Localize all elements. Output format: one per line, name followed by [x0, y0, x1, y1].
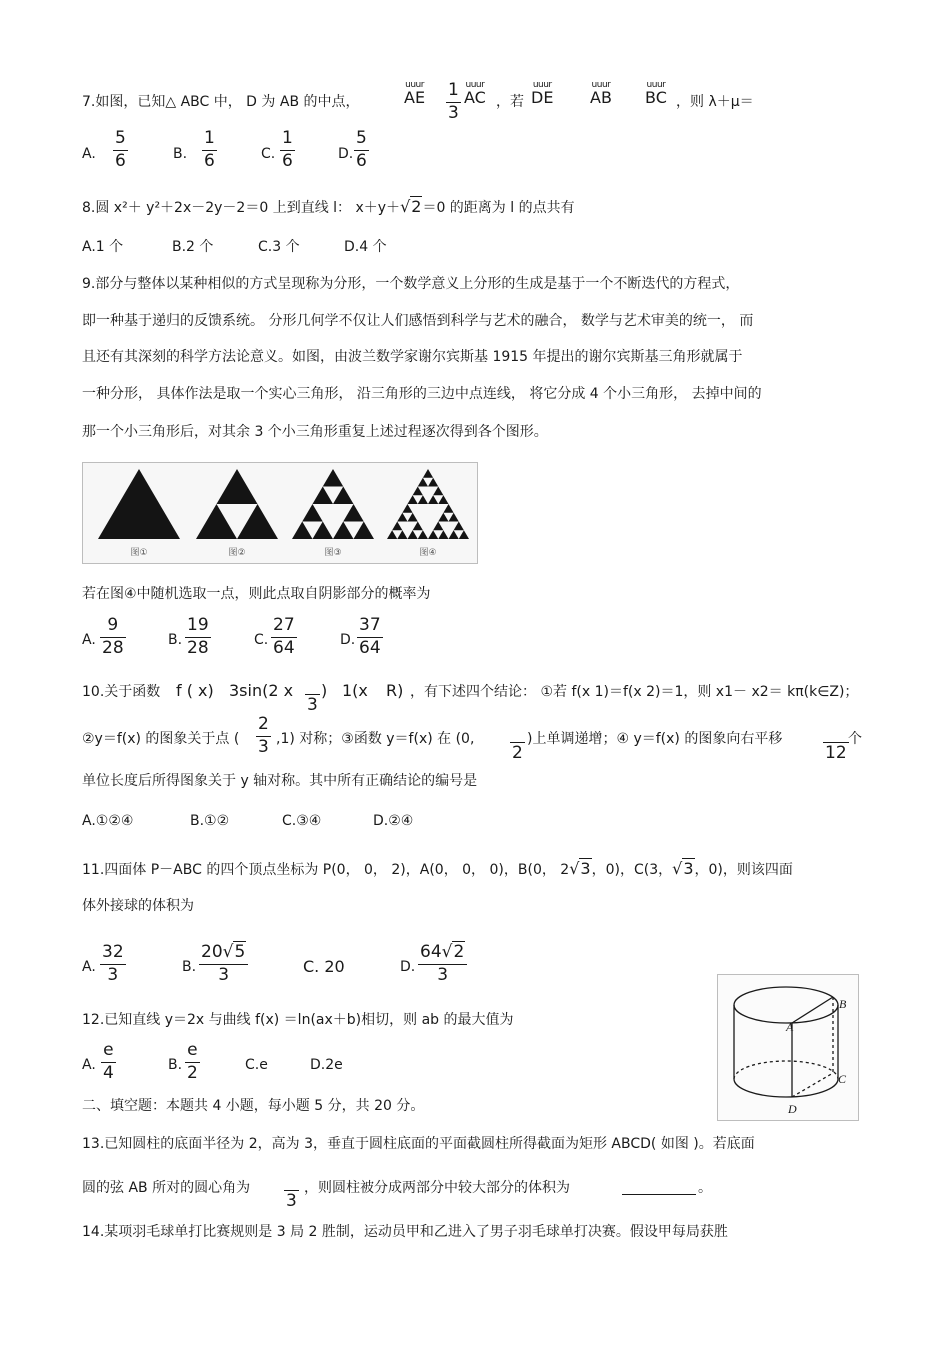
figure-label-1: 图①	[130, 548, 148, 558]
q11-option-d-label: D.	[400, 959, 416, 975]
point-c-label: C	[838, 1072, 847, 1086]
q11-sqrt-1: √3	[569, 859, 591, 878]
q12-option-a-label: A.	[82, 1057, 96, 1073]
q7-vector-ae: uuur AE	[404, 80, 426, 107]
q9-option-a-label: A.	[82, 632, 96, 648]
sierpinski-shaded-triangle	[98, 469, 180, 539]
q10-point-frac: 2 3	[258, 714, 269, 757]
sierpinski-shaded-triangle	[408, 495, 418, 504]
sierpinski-shaded-triangle	[428, 530, 438, 539]
q7-coefficient: 1 3	[448, 80, 459, 123]
sierpinski-shaded-triangle	[196, 504, 237, 539]
sierpinski-shaded-triangle	[292, 522, 313, 540]
q9-line-3: 且还有其深刻的科学方法论意义。如图，由波兰数学家谢尔宾斯基 1915 年提出的谢尔宾斯基三角形就属于	[82, 349, 743, 365]
q12-stem: 12.已知直线 y＝2x 与曲线 f(x) ＝ln(ax＋b)相切，则 ab 的最大值为	[82, 1012, 514, 1028]
q10-line2-b: ,1) 对称；③函数 y＝f(x) 在 (0,	[276, 731, 475, 747]
cylinder-diagram	[718, 975, 858, 1120]
cylinder-bottom-front-arc	[734, 1079, 838, 1097]
sierpinski-shaded-triangle	[418, 495, 428, 504]
q8-option-c: C.3 个	[258, 239, 300, 255]
q12-option-b-label: B.	[168, 1057, 183, 1073]
sierpinski-shaded-triangle	[313, 522, 334, 540]
q11-line2: 体外接球的体积为	[82, 898, 194, 914]
q9-line-4: 一种分形， 具体作法是取一个实心三角形， 沿三角形的三边中点连线， 将它分成 4 个小三角形， 去掉中间的	[82, 386, 762, 402]
q13-line2-a: 圆的弦 AB 所对的圆心角为	[82, 1180, 251, 1196]
sierpinski-shaded-triangle	[413, 487, 423, 496]
q7-tail: ，则 λ＋μ＝	[676, 94, 754, 110]
q10-stem-a: ，有下述四个结论： ①若 f(x 1)＝f(x 2)＝1，则 x1－ x2＝ kπ(k∈Z)；	[410, 684, 859, 700]
point-a-label: A	[786, 1020, 794, 1034]
q9-question: 若在图④中随机选取一点，则此点取自阴影部分的概率为	[82, 586, 431, 602]
sierpinski-shaded-triangle	[302, 504, 323, 522]
q12-option-c: C.e	[245, 1057, 268, 1073]
q7-vector-de: uuur DE	[531, 80, 554, 107]
q9-option-b-label: B.	[168, 632, 183, 648]
chord-dc	[792, 1073, 833, 1097]
sierpinski-shaded-triangle	[217, 469, 258, 504]
cylinder-top-ellipse	[734, 987, 838, 1023]
sierpinski-shaded-triangle	[418, 478, 428, 487]
q13-line1: 13.已知圆柱的底面半径为 2，高为 3，垂直于圆柱底面的平面截圆柱所得截面为矩形 ABCD( 如图 )。若底面	[82, 1136, 755, 1152]
sierpinski-shaded-triangle	[397, 530, 407, 539]
sierpinski-shaded-triangle	[438, 530, 448, 539]
sierpinski-shaded-triangle	[392, 522, 402, 531]
q8-option-d: D.4 个	[344, 239, 387, 255]
sierpinski-shaded-triangle	[418, 530, 428, 539]
sierpinski-shaded-triangle	[428, 478, 438, 487]
q9-option-c-value: 27 64	[273, 615, 295, 658]
q10-label: 10.关于函数	[82, 684, 161, 700]
q10-func-f: f ( x)	[176, 681, 214, 700]
sierpinski-shaded-triangle	[433, 522, 443, 531]
q11-option-a-value: 32 3	[102, 942, 124, 985]
sierpinski-shaded-triangle	[438, 495, 448, 504]
sierpinski-shaded-triangle	[433, 487, 443, 496]
q13-line2-b: ，则圆柱被分成两部分中较大部分的体积为	[304, 1180, 570, 1196]
sierpinski-shaded-triangle	[459, 530, 469, 539]
q7-stem: 7.如图，已知△ ABC 中， D 为 AB 的中点，	[82, 94, 360, 110]
q10-option-d: D.②④	[373, 813, 414, 829]
q10-func-sin: 3sin(2 x	[229, 681, 294, 700]
sierpinski-figure	[82, 462, 478, 564]
q12-option-a-value: e 4	[103, 1040, 114, 1083]
q12-option-b-value: e 2	[187, 1040, 198, 1083]
sierpinski-shaded-triangle	[237, 504, 278, 539]
q9-option-b-value: 19 28	[187, 615, 209, 658]
figure-label-4: 图④	[419, 548, 437, 558]
q7-option-b-value: 1 6	[204, 128, 215, 171]
sierpinski-shaded-triangle	[333, 487, 354, 505]
q7-option-c-value: 1 6	[282, 128, 293, 171]
q7-option-d-value: 5 6	[356, 128, 367, 171]
q10-shift-frac: 12	[825, 742, 847, 763]
q11-option-b-label: B.	[182, 959, 197, 975]
sierpinski-triangles	[83, 463, 477, 563]
q11-option-a-label: A.	[82, 959, 96, 975]
q10-line2-a: ②y＝f(x) 的图象关于点 (	[82, 731, 240, 747]
sierpinski-shaded-triangle	[402, 504, 412, 513]
q13-period: 。	[698, 1180, 712, 1196]
q10-func-domain: R)	[386, 681, 404, 700]
q10-func-plus1: 1(x	[342, 681, 368, 700]
q8-option-a: A.1 个	[82, 239, 124, 255]
sierpinski-shaded-triangle	[313, 487, 334, 505]
q7-option-a-label: A.	[82, 146, 96, 162]
sierpinski-shaded-triangle	[408, 513, 418, 522]
q11-option-b-value: 20√5 3	[199, 944, 248, 985]
q10-option-c: C.③④	[282, 813, 322, 829]
q7-option-c-label: C.	[261, 146, 276, 162]
q11-line1: 11.四面体 P－ABC 的四个顶点坐标为 P(0， 0， 2)，A(0， 0， 0)，B(0， 2√3，0)，C(3，√3，0)，则该四面	[82, 859, 793, 878]
sierpinski-shaded-triangle	[449, 513, 459, 522]
figure-label-3: 图③	[324, 548, 342, 558]
q7-vector-ac: uuur AC	[464, 80, 486, 107]
sierpinski-shaded-triangle	[387, 530, 397, 539]
q10-line2-c: )上单调递增；④ y＝f(x) 的图象向右平移	[527, 731, 783, 747]
sierpinski-shaded-triangle	[323, 469, 344, 487]
chord-ab	[792, 997, 833, 1023]
q8-sqrt: √2	[400, 197, 422, 216]
sierpinski-shaded-triangle	[443, 504, 453, 513]
q7-vector-bc: uuur BC	[645, 80, 667, 107]
q11-option-d-value: 64√2 3	[418, 944, 467, 985]
q9-option-d-label: D.	[340, 632, 356, 648]
q9-line-5: 那一个小三角形后，对其余 3 个小三角形重复上述过程逐次得到各个图形。	[82, 424, 548, 440]
sierpinski-shaded-triangle	[449, 530, 459, 539]
section-fill-in-heading: 二、填空题：本题共 4 小题，每小题 5 分，共 20 分。	[82, 1098, 425, 1114]
q7-option-d-label: D.	[338, 146, 354, 162]
sierpinski-shaded-triangle	[354, 522, 375, 540]
q11-option-c: C. 20	[303, 957, 345, 976]
q13-angle-frac: 3	[286, 1190, 297, 1211]
q8-stem: 8.圆 x²＋ y²＋2x－2y－2＝0 上到直线 l： x＋y＋√2＝0 的距离为 l 的点共有	[82, 197, 575, 216]
cylinder-figure	[717, 974, 859, 1121]
q9-option-c-label: C.	[254, 632, 269, 648]
sierpinski-shaded-triangle	[343, 504, 364, 522]
q11-sqrt-2: √3	[672, 859, 694, 878]
sierpinski-shaded-triangle	[423, 469, 433, 478]
q14-line1: 14.某项羽毛球单打比赛规则是 3 局 2 胜制，运动员甲和乙进入了男子羽毛球单打决赛。假设甲每局获胜	[82, 1224, 728, 1240]
figure-label-2: 图②	[228, 548, 246, 558]
q10-line3: 单位长度后所得图象关于 y 轴对称。其中所有正确结论的编号是	[82, 773, 478, 789]
q7-vector-ab: uuur AB	[590, 80, 612, 107]
sierpinski-shaded-triangle	[333, 522, 354, 540]
q7-if-text: ，若	[496, 94, 524, 110]
sierpinski-shaded-triangle	[397, 513, 407, 522]
sierpinski-shaded-triangle	[413, 522, 423, 531]
q8-option-b: B.2 个	[172, 239, 214, 255]
sierpinski-shaded-triangle	[454, 522, 464, 531]
q9-line-1: 9.部分与整体以某种相似的方式呈现称为分形，一个数学意义上分形的生成是基于一个不断迭代的方程式，	[82, 276, 740, 292]
q12-option-d: D.2e	[310, 1057, 343, 1073]
q9-line-2: 即一种基于递归的反馈系统。 分形几何学不仅让人们感悟到科学与艺术的融合， 数学与艺术审美的统一， 而	[82, 313, 754, 329]
q7-option-b-label: B.	[173, 146, 188, 162]
sierpinski-shaded-triangle	[438, 513, 448, 522]
q10-option-b: B.①②	[190, 813, 230, 829]
q7-option-a-value: 5 6	[115, 128, 126, 171]
q10-line2-d: 个	[848, 731, 862, 747]
q9-option-a-value: 9 28	[102, 615, 124, 658]
sierpinski-shaded-triangle	[428, 495, 438, 504]
cylinder-bottom-back-arc	[734, 1061, 838, 1079]
q10-func-paren: )	[321, 681, 328, 700]
q9-option-d-value: 37 64	[359, 615, 381, 658]
q10-option-a: A.①②④	[82, 813, 134, 829]
q10-interval-frac: 2	[512, 742, 523, 763]
q13-answer-blank[interactable]	[622, 1180, 696, 1198]
point-b-label: B	[839, 997, 847, 1011]
q10-frac-pi-3: 3	[307, 694, 318, 715]
point-d-label: D	[788, 1102, 797, 1116]
sierpinski-shaded-triangle	[408, 530, 418, 539]
